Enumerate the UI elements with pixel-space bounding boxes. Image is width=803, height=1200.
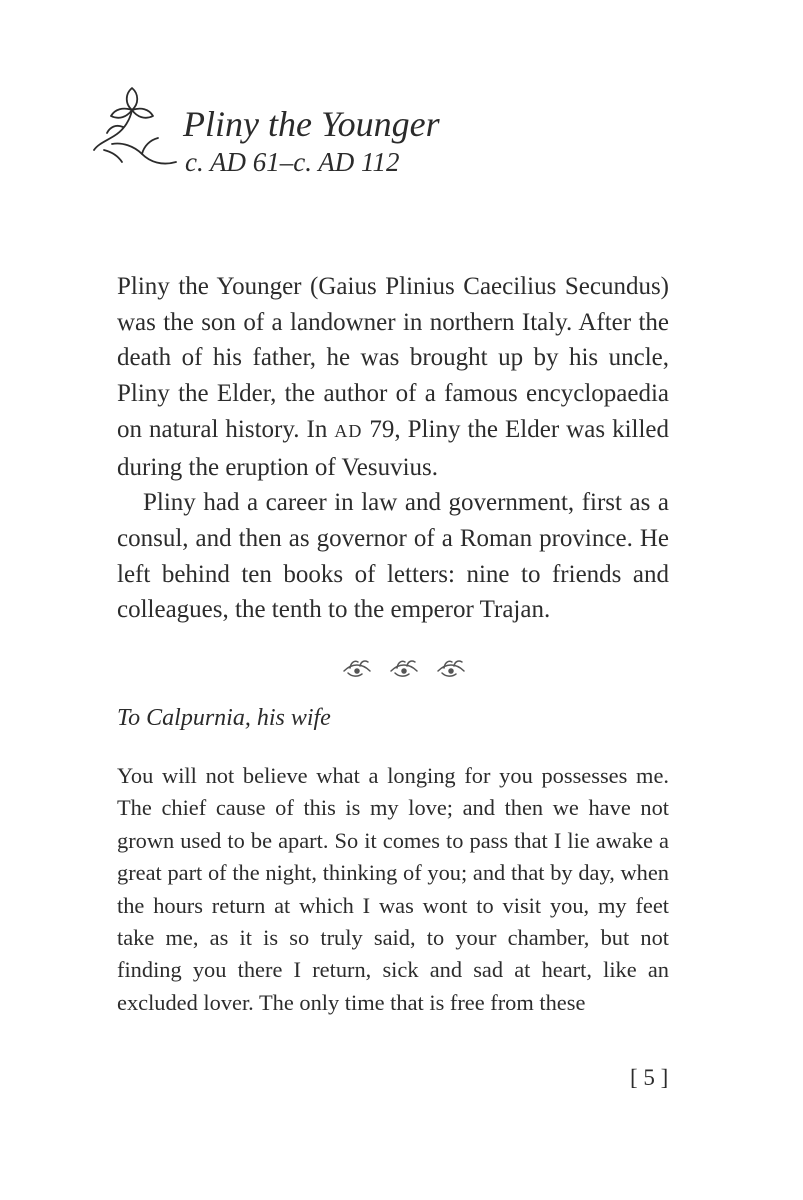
biography-text — [117, 269, 669, 628]
bio-paragraph-2: Pliny had a career in law and government, first as a consul, and then as governor of a Roman province. He left behind ten books of letters: nine to friends and colleagues, the tenth to the emperor Trajan. — [117, 489, 669, 624]
floral-divider-icon — [340, 655, 468, 681]
era-abbreviation: AD — [334, 420, 363, 441]
divider-sprig-3 — [438, 661, 464, 676]
divider-sprig-1 — [344, 661, 370, 676]
author-name: Pliny the Younger — [183, 104, 440, 144]
letter-title: To Calpurnia, his wife — [117, 705, 331, 731]
bio-text-part-1: Pliny the Younger (Gaius Plinius Caecilius Secundus) was the son of a landowner in northern Italy. After the death of his father, he was brought up by his uncle, Pliny the Elder, the author of a famous encyclopaedia on natural history. In — [117, 273, 669, 443]
bio-text-part-2: 79, Pliny the Elder was killed during the eruption of Vesuvius. — [117, 415, 669, 481]
title-block — [183, 104, 440, 178]
bio-paragraph-1 — [117, 269, 669, 485]
author-dates: c. AD 61–c. AD 112 — [185, 147, 400, 177]
flower-ornament-icon — [92, 80, 182, 176]
letter-body — [117, 760, 669, 1019]
divider-sprig-2 — [391, 661, 417, 676]
letter-paragraph: You will not believe what a longing for you possesses me. The chief cause of this is my love; and then we have not grown used to be apart. So it comes to pass that I lie awake a great part of the night, thinking of you; and that by day, when the hours return at which I was wont to visit you, my feet take me, as it is so truly said, to your chamber, but not finding you there I return, sick and sad at heart, like an excluded lover. The only time that is free from these — [117, 763, 669, 1015]
page-number: [ 5 ] — [630, 1065, 669, 1090]
